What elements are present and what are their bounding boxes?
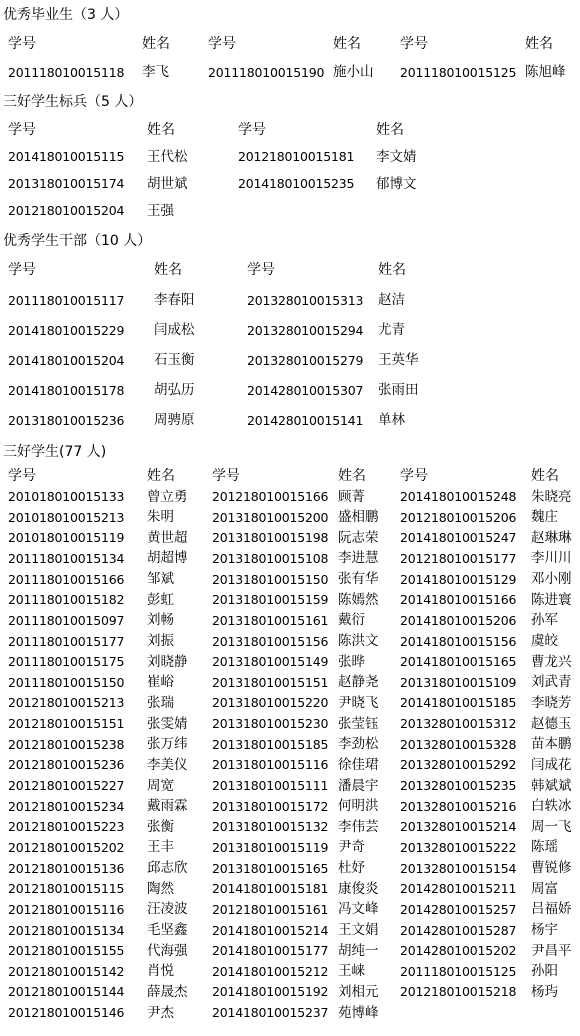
table-header — [0, 33, 580, 55]
student-name-cell: 尹晓飞 — [338, 694, 379, 711]
student-id-cell: 201218010015177 — [400, 550, 517, 566]
section-title: 三好学生(77 人) — [3, 444, 107, 460]
student-id-cell: 201328010015312 — [400, 716, 517, 732]
student-name-cell: 代海强 — [147, 942, 188, 959]
student-name-cell: 赵琳琳 — [531, 529, 572, 546]
student-id-cell: 201318010015165 — [212, 860, 329, 876]
column-header-student-id: 学号 — [212, 468, 240, 484]
column-header-name: 姓名 — [147, 468, 175, 484]
column-header-student-id: 学号 — [8, 468, 36, 484]
student-id-cell: 201418010015165 — [400, 654, 517, 670]
student-name-cell: 韩斌斌 — [531, 777, 572, 794]
column-header-student-id: 学号 — [400, 36, 428, 52]
column-header-name: 姓名 — [376, 122, 404, 138]
student-name-cell: 李劲松 — [338, 736, 379, 753]
student-id-cell: 201318010015149 — [212, 654, 329, 670]
student-id-cell: 201218010015238 — [8, 736, 125, 752]
column-header-name: 姓名 — [378, 262, 406, 278]
student-name-cell: 陈瑶 — [531, 839, 558, 856]
student-name-cell: 胡弘历 — [154, 382, 195, 399]
student-name-cell: 顾菁 — [338, 488, 365, 505]
student-name-cell: 杨宇 — [531, 922, 558, 939]
student-name-cell: 李美仪 — [147, 756, 188, 773]
student-name-cell: 张衡 — [147, 818, 174, 835]
student-id-cell: 201318010015151 — [212, 674, 329, 690]
student-id-cell: 201418010015248 — [400, 489, 517, 505]
student-id-cell: 201318010015116 — [212, 757, 329, 773]
student-name-cell: 陈洪文 — [338, 633, 379, 650]
student-name-cell: 李文婧 — [376, 148, 417, 165]
table-header — [0, 119, 580, 141]
student-name-cell: 尹昌平 — [531, 942, 572, 959]
student-name-cell: 毛坚鑫 — [147, 922, 188, 939]
student-id-cell: 201218010015166 — [212, 489, 329, 505]
student-name-cell: 周富 — [531, 880, 558, 897]
student-name-cell: 李晓芳 — [531, 694, 572, 711]
student-name-cell: 薛晟杰 — [147, 983, 188, 1000]
student-id-cell: 201418010015192 — [212, 984, 329, 1000]
student-id-cell — [238, 198, 376, 225]
student-id-cell: 201218010015227 — [8, 778, 125, 794]
student-id-cell: 201418010015206 — [400, 612, 517, 628]
student-name-cell: 魏庄 — [531, 509, 558, 526]
student-name-cell: 施小山 — [333, 64, 374, 81]
student-id-cell: 201218010015134 — [8, 922, 125, 938]
student-id-cell: 201418010015115 — [8, 149, 125, 165]
student-id-cell: 201118010015175 — [8, 654, 125, 670]
student-name-cell: 肖悦 — [147, 963, 174, 980]
student-name-cell: 尹奇 — [338, 839, 365, 856]
student-id-cell: 201318010015132 — [212, 819, 329, 835]
student-name-cell: 苗本鹏 — [531, 736, 572, 753]
section-title: 优秀毕业生（3 人） — [3, 7, 129, 23]
student-name-cell: 邓小刚 — [531, 571, 572, 588]
column-header-student-id: 学号 — [400, 468, 428, 484]
student-name-cell: 刘振 — [147, 633, 174, 650]
section-title: 三好学生标兵（5 人） — [3, 94, 143, 110]
student-id-cell: 201418010015156 — [400, 633, 517, 649]
student-name-cell: 赵静尧 — [338, 674, 379, 691]
student-name-cell: 张雨田 — [378, 382, 419, 399]
student-name-cell: 刘武青 — [531, 674, 572, 691]
column-header-student-id: 学号 — [247, 262, 275, 278]
student-name-cell: 康俊炎 — [338, 880, 379, 897]
student-id-cell: 201118010015125 — [400, 963, 517, 979]
student-name-cell: 吕福娇 — [531, 901, 572, 918]
student-name-cell: 何明洪 — [338, 798, 379, 815]
student-name-cell: 王崃 — [338, 963, 365, 980]
student-name-cell: 王代松 — [147, 148, 188, 165]
student-id-cell: 201218010015136 — [8, 860, 125, 876]
column-header-student-id: 学号 — [8, 262, 36, 278]
student-id-cell: 201418010015247 — [400, 530, 517, 546]
student-id-cell: 201328010015328 — [400, 736, 517, 752]
student-id-cell: 201418010015185 — [400, 695, 517, 711]
student-id-cell: 201318010015150 — [212, 571, 329, 587]
student-name-cell: 汪凌波 — [147, 901, 188, 918]
student-id-cell: 201218010015142 — [8, 963, 125, 979]
student-id-cell: 201428010015307 — [247, 382, 364, 398]
student-name-cell — [531, 1003, 580, 1024]
student-id-cell: 201118010015125 — [400, 64, 517, 80]
student-id-cell: 201318010015174 — [8, 176, 125, 192]
student-name-cell: 杨玙 — [531, 983, 558, 1000]
student-name-cell: 胡超博 — [147, 550, 188, 567]
student-name-cell: 李川川 — [531, 550, 572, 567]
student-name-cell: 冯文峰 — [338, 901, 379, 918]
student-name-cell: 周一飞 — [531, 818, 572, 835]
student-id-cell: 201318010015198 — [212, 530, 329, 546]
student-id-cell: 201018010015213 — [8, 509, 125, 525]
column-header-student-id: 学号 — [238, 122, 266, 138]
student-name-cell: 潘晨宇 — [338, 777, 379, 794]
student-name-cell: 刘晓静 — [147, 653, 188, 670]
student-name-cell: 尹杰 — [147, 1004, 174, 1021]
student-name-cell: 孙军 — [531, 612, 558, 629]
student-id-cell: 201328010015216 — [400, 798, 517, 814]
student-id-cell: 201318010015185 — [212, 736, 329, 752]
student-name-cell: 石玉衡 — [154, 352, 195, 369]
column-header-name: 姓名 — [333, 36, 361, 52]
student-id-cell: 201118010015190 — [208, 64, 325, 80]
student-id-cell: 201118010015118 — [8, 64, 125, 80]
student-name-cell: 刘相元 — [338, 983, 379, 1000]
student-name-cell: 朱明 — [147, 509, 174, 526]
student-name-cell: 虞皎 — [531, 633, 558, 650]
student-name-cell: 闫成松 — [154, 322, 195, 339]
student-id-cell: 201318010015159 — [212, 592, 329, 608]
student-id-cell: 201118010015166 — [8, 571, 125, 587]
student-id-cell: 201428010015211 — [400, 881, 517, 897]
student-name-cell: 陈嫣然 — [338, 591, 379, 608]
student-id-cell: 201418010015214 — [212, 922, 329, 938]
student-id-cell: 201218010015116 — [8, 901, 125, 917]
table-body — [0, 60, 580, 86]
student-id-cell: 201428010015287 — [400, 922, 517, 938]
student-name-cell: 邹斌 — [147, 571, 174, 588]
student-name-cell: 杜妤 — [338, 860, 365, 877]
student-name-cell: 张莹钰 — [338, 715, 379, 732]
student-name-cell: 朱晓亮 — [531, 488, 572, 505]
student-name-cell: 胡世斌 — [147, 175, 188, 192]
table-body — [0, 286, 580, 436]
column-header-student-id: 学号 — [208, 36, 236, 52]
student-id-cell: 201218010015202 — [8, 839, 125, 855]
student-name-cell: 张有华 — [338, 571, 379, 588]
student-name-cell: 李伟芸 — [338, 818, 379, 835]
student-id-cell: 201318010015161 — [212, 612, 329, 628]
student-id-cell: 201218010015144 — [8, 984, 125, 1000]
student-name-cell: 周骋原 — [154, 412, 195, 429]
student-id-cell: 201118010015177 — [8, 633, 125, 649]
student-name-cell: 孙阳 — [531, 963, 558, 980]
table-body — [0, 487, 580, 1024]
student-id-cell: 201218010015161 — [212, 901, 329, 917]
student-id-cell: 201218010015218 — [400, 984, 517, 1000]
column-header-student-id: 学号 — [8, 36, 36, 52]
student-name-cell: 黄世超 — [147, 529, 188, 546]
student-name-cell: 阮志荣 — [338, 529, 379, 546]
student-name-cell: 苑博峰 — [338, 1004, 379, 1021]
student-id-cell: 201118010015182 — [8, 592, 125, 608]
student-id-cell: 201328010015154 — [400, 860, 517, 876]
student-id-cell: 201428010015257 — [400, 901, 517, 917]
column-header-name: 姓名 — [531, 468, 559, 484]
student-id-cell: 201328010015214 — [400, 819, 517, 835]
student-name-cell: 王强 — [147, 202, 174, 219]
student-name-cell: 曾立勇 — [147, 488, 188, 505]
student-id-cell: 201318010015156 — [212, 633, 329, 649]
student-id-cell: 201318010015111 — [212, 778, 329, 794]
student-id-cell: 201418010015166 — [400, 592, 517, 608]
student-id-cell — [400, 1003, 531, 1024]
student-id-cell: 201328010015222 — [400, 839, 517, 855]
student-name-cell: 陶然 — [147, 880, 174, 897]
student-name-cell: 赵洁 — [378, 292, 405, 309]
student-id-cell: 201328010015294 — [247, 322, 364, 338]
table-header — [0, 259, 580, 281]
student-id-cell: 201418010015181 — [212, 881, 329, 897]
student-id-cell: 201428010015202 — [400, 943, 517, 959]
student-id-cell: 201418010015177 — [212, 943, 329, 959]
student-name-cell: 陈旭峰 — [525, 64, 566, 81]
student-id-cell: 201318010015200 — [212, 509, 329, 525]
student-name-cell: 周宽 — [147, 777, 174, 794]
student-name-cell: 闫成花 — [531, 756, 572, 773]
student-name-cell: 刘畅 — [147, 612, 174, 629]
student-name-cell: 张瑞 — [147, 694, 174, 711]
student-id-cell: 201218010015115 — [8, 881, 125, 897]
column-header-name: 姓名 — [338, 468, 366, 484]
student-name-cell — [376, 198, 580, 225]
student-id-cell: 201218010015223 — [8, 819, 125, 835]
column-header-student-id: 学号 — [8, 122, 36, 138]
student-id-cell: 201218010015213 — [8, 695, 125, 711]
student-id-cell: 201218010015151 — [8, 716, 125, 732]
student-id-cell: 201218010015236 — [8, 757, 125, 773]
table-header — [0, 465, 580, 487]
column-header-name: 姓名 — [147, 122, 175, 138]
student-name-cell: 李飞 — [142, 64, 169, 81]
student-name-cell: 王文娟 — [338, 922, 379, 939]
student-id-cell: 201418010015235 — [238, 176, 355, 192]
student-name-cell: 张万纬 — [147, 736, 188, 753]
student-name-cell: 胡纯一 — [338, 942, 379, 959]
student-name-cell: 彭虹 — [147, 591, 174, 608]
student-id-cell: 201318010015108 — [212, 550, 329, 566]
student-id-cell: 201218010015155 — [8, 943, 125, 959]
student-id-cell: 201318010015220 — [212, 695, 329, 711]
student-name-cell: 张晔 — [338, 653, 365, 670]
student-id-cell: 201218010015146 — [8, 1005, 125, 1021]
student-name-cell: 白轶冰 — [531, 798, 572, 815]
student-id-cell: 201318010015172 — [212, 798, 329, 814]
student-name-cell: 戴衍 — [338, 612, 365, 629]
student-name-cell: 崔峪 — [147, 674, 174, 691]
student-name-cell: 单林 — [378, 412, 405, 429]
column-header-name: 姓名 — [525, 36, 553, 52]
student-id-cell: 201218010015204 — [8, 203, 125, 219]
student-id-cell: 201328010015279 — [247, 352, 364, 368]
student-id-cell: 201318010015230 — [212, 716, 329, 732]
student-name-cell: 戴雨霖 — [147, 798, 188, 815]
student-name-cell: 邱志欣 — [147, 860, 188, 877]
student-id-cell: 201418010015178 — [8, 382, 125, 398]
student-id-cell: 201418010015129 — [400, 571, 517, 587]
student-id-cell: 201118010015117 — [8, 292, 125, 308]
student-id-cell: 201218010015234 — [8, 798, 125, 814]
student-id-cell: 201418010015229 — [8, 322, 125, 338]
student-name-cell: 张雯婧 — [147, 715, 188, 732]
student-id-cell: 201428010015141 — [247, 412, 364, 428]
student-name-cell: 郁博文 — [376, 175, 417, 192]
student-name-cell: 赵德玉 — [531, 715, 572, 732]
table-body — [0, 144, 580, 225]
student-id-cell: 201328010015235 — [400, 778, 517, 794]
column-header-name: 姓名 — [142, 36, 170, 52]
student-name-cell: 陈进寰 — [531, 591, 572, 608]
student-name-cell: 盛相鹏 — [338, 509, 379, 526]
student-name-cell: 王英华 — [378, 352, 419, 369]
student-name-cell: 李进慧 — [338, 550, 379, 567]
student-name-cell: 徐佳珺 — [338, 756, 379, 773]
student-name-cell: 李春阳 — [154, 292, 195, 309]
student-id-cell: 201218010015206 — [400, 509, 517, 525]
student-id-cell: 201318010015236 — [8, 412, 125, 428]
student-id-cell: 201328010015292 — [400, 757, 517, 773]
student-name-cell: 王丰 — [147, 839, 174, 856]
student-name-cell: 尤青 — [378, 322, 405, 339]
student-id-cell: 201418010015204 — [8, 352, 125, 368]
student-id-cell: 201018010015133 — [8, 489, 125, 505]
student-id-cell: 201218010015181 — [238, 149, 355, 165]
student-id-cell: 201318010015109 — [400, 674, 517, 690]
student-name-cell: 曹锐修 — [531, 860, 572, 877]
column-header-name: 姓名 — [154, 262, 182, 278]
student-id-cell: 201418010015212 — [212, 963, 329, 979]
student-id-cell: 201328010015313 — [247, 292, 364, 308]
student-id-cell: 201118010015150 — [8, 674, 125, 690]
section-title: 优秀学生干部（10 人） — [3, 233, 152, 249]
student-name-cell: 曹龙兴 — [531, 653, 572, 670]
student-id-cell: 201118010015134 — [8, 550, 125, 566]
student-id-cell: 201018010015119 — [8, 530, 125, 546]
student-id-cell: 201418010015237 — [212, 1005, 329, 1021]
student-id-cell: 201118010015097 — [8, 612, 125, 628]
student-id-cell: 201318010015119 — [212, 839, 329, 855]
